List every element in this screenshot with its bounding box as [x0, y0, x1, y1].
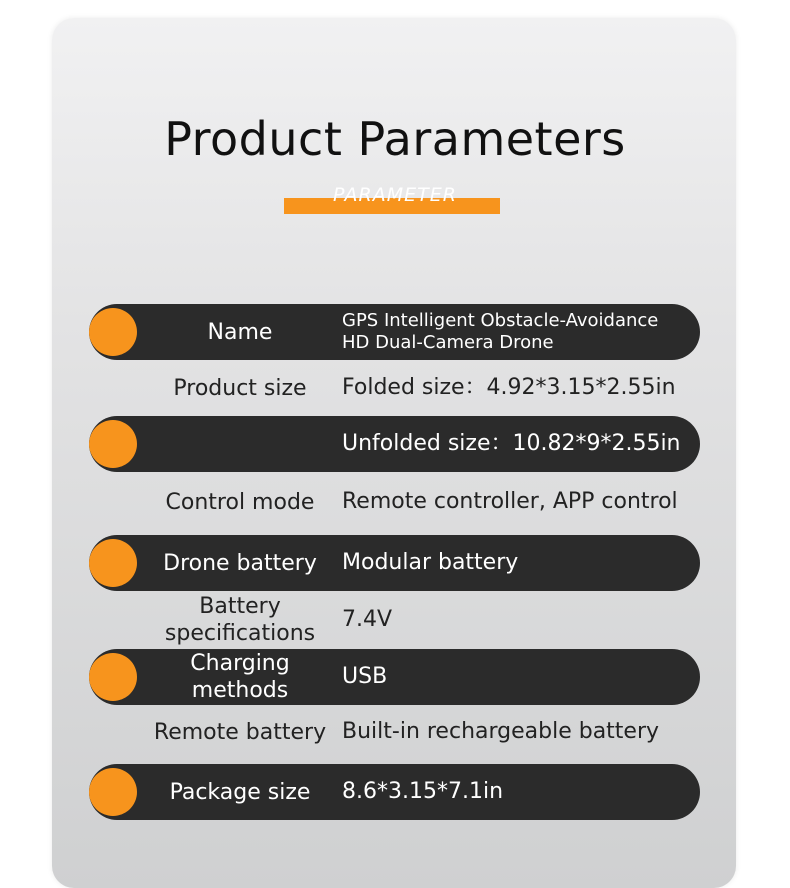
param-label: Name [207, 319, 273, 345]
bullet-dot [89, 768, 137, 816]
param-label: Battery specifications [164, 594, 316, 646]
bullet-dot [89, 308, 137, 356]
param-value: GPS Intelligent Obstacle-Avoidance HD Dual-Camera Drone [342, 310, 659, 353]
param-row-product-size [89, 360, 700, 416]
param-value: Built-in rechargeable battery [342, 719, 660, 744]
param-value: Modular battery [342, 550, 519, 575]
bullet-dot [89, 420, 137, 468]
param-label: Control mode [165, 489, 315, 515]
param-value: Remote controller, APP control [342, 489, 678, 514]
param-label: Product size [173, 375, 307, 401]
param-value: Folded size：4.92*3.15*2.55in [342, 375, 676, 400]
param-label: Remote battery [153, 719, 327, 745]
bullet-dot [89, 539, 137, 587]
param-row-package-size [89, 764, 700, 820]
param-row-charging-methods [89, 649, 700, 705]
param-row-drone-battery [89, 535, 700, 591]
bullet-dot [89, 653, 137, 701]
param-row-remote-battery [89, 704, 700, 760]
param-label: Charging methods [190, 651, 290, 703]
subtitle: PARAMETER [333, 184, 457, 206]
param-row-battery-specs [89, 592, 700, 648]
param-label [145, 416, 335, 472]
param-value: 8.6*3.15*7.1in [342, 779, 504, 804]
param-row-name [89, 304, 700, 360]
param-value: Unfolded size：10.82*9*2.55in [342, 431, 681, 456]
param-row-unfolded-size [89, 416, 700, 472]
param-label: Drone battery [163, 550, 317, 576]
page-title: Product Parameters [164, 112, 626, 166]
param-row-control-mode [89, 474, 700, 530]
param-value: USB [342, 664, 388, 689]
param-value: 7.4V [342, 607, 393, 632]
param-label: Package size [169, 779, 311, 805]
